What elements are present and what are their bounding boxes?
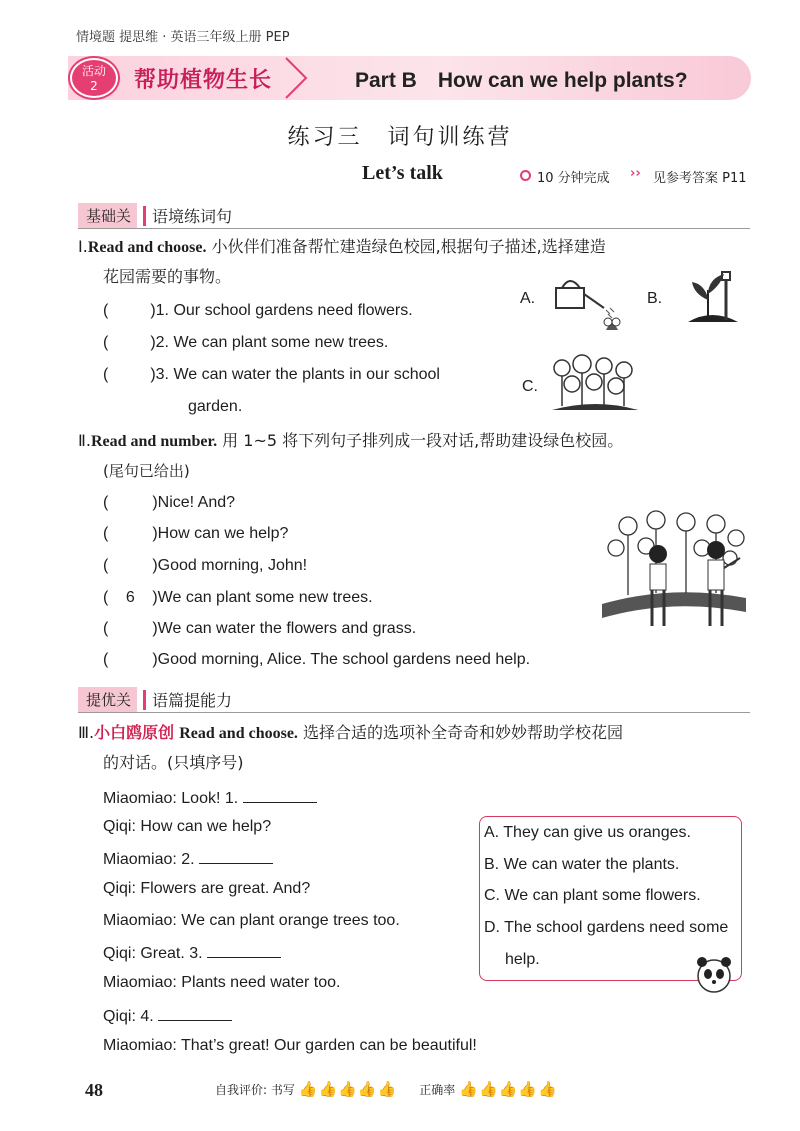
- speaker: Miaomiao:: [103, 790, 177, 807]
- activity-title: 帮助植物生长: [134, 68, 273, 93]
- answer-reference: 见参考答案 P11: [653, 171, 747, 186]
- question-3-heading: [78, 718, 758, 749]
- level-name: 语境练词句: [152, 207, 233, 226]
- children-garden-illustration: [598, 508, 750, 632]
- blank-number: 4.: [140, 1008, 154, 1025]
- level-header-basic: [78, 203, 232, 228]
- dialogue-line: [103, 912, 400, 930]
- answer-blank[interactable]: [243, 788, 317, 803]
- option-label-c: C.: [522, 378, 538, 395]
- dialogue-line: [103, 1037, 477, 1055]
- dialogue-text: We can plant orange trees too.: [181, 912, 400, 929]
- dialogue-text: Look!: [181, 790, 221, 807]
- list-item: ( )1. Our school gardens need flowers.: [103, 302, 413, 319]
- item-text: Our school gardens need flowers.: [173, 302, 413, 319]
- question-title-cn: 小伙伴们准备帮忙建造绿色校园,根据句子描述,选择建造: [211, 237, 606, 256]
- question-title-cn: 选择合适的选项补全奇奇和妙妙帮助学校花园: [303, 723, 624, 742]
- answer-blank[interactable]: [199, 849, 273, 864]
- dialogue-text: Plants need water too.: [181, 974, 341, 991]
- speaker: Qiqi:: [103, 880, 136, 897]
- self-evaluation: [215, 1080, 558, 1098]
- level-tag: 提优关: [78, 687, 137, 712]
- question-numeral: Ⅰ.: [78, 237, 88, 256]
- part-title: Part B How can we help plants?: [355, 69, 688, 92]
- speaker: Qiqi:: [103, 818, 136, 835]
- level-divider: [143, 206, 146, 226]
- activity-badge-label: 活动: [81, 64, 106, 78]
- answer-blank[interactable]: [207, 943, 281, 958]
- panda-mascot-icon: [690, 954, 738, 998]
- level-divider: [143, 690, 146, 710]
- brand-label: 小白鸥原创: [94, 723, 175, 742]
- item-text: We can plant some new trees.: [157, 589, 373, 606]
- writing-rating-thumbs-icon[interactable]: 👍👍👍👍👍: [298, 1080, 398, 1098]
- list-item: ( )Good morning, John!: [103, 557, 308, 574]
- activity-badge-number: 2: [90, 79, 98, 93]
- activity-badge: [70, 58, 118, 98]
- dialogue-line: [103, 788, 317, 808]
- speaker: Miaomiao:: [103, 912, 177, 929]
- speaker: Qiqi:: [103, 1008, 136, 1025]
- speaker: Miaomiao:: [103, 1037, 177, 1054]
- dialogue-line: [103, 818, 271, 836]
- list-item: ( )How can we help?: [103, 525, 289, 542]
- dialogue-text: Great.: [140, 945, 185, 962]
- watering-can-icon: [548, 270, 634, 336]
- blank-number: 3.: [189, 945, 203, 962]
- item-number: 1.: [155, 302, 169, 319]
- list-item: ( )Good morning, Alice. The school gardens need help.: [103, 651, 531, 668]
- item-number: 3.: [155, 366, 169, 383]
- chevron-right-icon: ››: [630, 166, 641, 181]
- list-item: ( )Nice! And?: [103, 494, 236, 511]
- section-subtitle: Let’s talk: [362, 162, 443, 184]
- banner-arrow-icon: [282, 56, 312, 100]
- item-text-cont: garden.: [188, 398, 243, 415]
- dialogue-text: Flowers are great. And?: [140, 880, 311, 897]
- option-a: A. They can give us oranges.: [484, 824, 691, 841]
- self-eval-label: 自我评价: 书写: [215, 1082, 295, 1097]
- flower-bed-icon: [548, 352, 642, 414]
- list-item: ( )3. We can water the plants in our school: [103, 366, 440, 383]
- question-numeral: Ⅲ.: [78, 723, 95, 742]
- dialogue-line: [103, 1006, 232, 1026]
- list-item: ( )2. We can plant some new trees.: [103, 334, 389, 351]
- question-title-en: Read and choose.: [179, 725, 298, 742]
- list-item: ( 6 )We can plant some new trees.: [103, 589, 373, 606]
- dialogue-line: [103, 849, 273, 869]
- item-text: We can plant some new trees.: [173, 334, 389, 351]
- speaker: Miaomiao:: [103, 974, 177, 991]
- list-item: ( )We can water the flowers and grass.: [103, 620, 417, 637]
- item-text: Good morning, John!: [157, 557, 308, 574]
- dialogue-text: How can we help?: [140, 818, 272, 835]
- item-text: We can water the flowers and grass.: [157, 620, 417, 637]
- item-text: How can we help?: [157, 525, 289, 542]
- item-text: Good morning, Alice. The school gardens need help.: [157, 651, 531, 668]
- option-d: D. The school gardens need some: [484, 919, 729, 936]
- section-title: 练习三 词句训练营: [287, 125, 513, 150]
- blank-number: 1.: [224, 790, 239, 807]
- question-1-heading: [78, 232, 758, 263]
- level-header-advanced: [78, 687, 232, 712]
- option-b: B. We can water the plants.: [484, 856, 680, 873]
- question-title-en: Read and number.: [90, 433, 218, 450]
- option-c: C. We can plant some flowers.: [484, 887, 701, 904]
- level-name: 语篇提能力: [152, 691, 233, 710]
- speaker: Miaomiao:: [103, 851, 177, 868]
- page-number: 48: [85, 1080, 103, 1100]
- dialogue-text: That’s great! Our garden can be beautiful!: [180, 1037, 477, 1054]
- seedling-shovel-icon: [682, 266, 744, 332]
- accuracy-rating-thumbs-icon[interactable]: 👍👍👍👍👍: [459, 1080, 558, 1098]
- answer-slot[interactable]: 6: [125, 589, 135, 606]
- option-label-b: B.: [647, 290, 663, 307]
- answer-blank[interactable]: [158, 1006, 232, 1021]
- question-title-cn-cont: 的对话。(只填序号): [103, 753, 244, 772]
- question-title-en: Read and choose.: [87, 239, 207, 256]
- item-text: Nice! And?: [157, 494, 236, 511]
- level-tag: 基础关: [78, 203, 137, 228]
- accuracy-label: 正确率: [419, 1082, 456, 1097]
- question-2-heading: [78, 426, 758, 457]
- option-label-a: A.: [520, 290, 536, 307]
- question-title-cn-cont: 花园需要的事物。: [103, 267, 232, 286]
- item-text: We can water the plants in our school: [173, 366, 440, 383]
- dialogue-line: [103, 943, 281, 963]
- dialogue-line: [103, 880, 310, 898]
- item-number: 2.: [155, 334, 169, 351]
- question-note: (尾句已给出): [103, 462, 190, 480]
- question-numeral: Ⅱ.: [78, 431, 91, 450]
- divider: [78, 712, 750, 713]
- question-title-cn: 用 1~5 将下列句子排列成一段对话,帮助建设绿色校园。: [222, 431, 624, 450]
- speaker: Qiqi:: [103, 945, 136, 962]
- series-title: 情境题 提思维 · 英语三年级上册 PEP: [76, 30, 290, 45]
- time-limit: 10 分钟完成: [537, 171, 610, 186]
- dialogue-line: [103, 974, 340, 992]
- clock-icon: [520, 170, 531, 181]
- blank-number: 2.: [181, 851, 195, 868]
- divider: [78, 228, 750, 229]
- option-d-cont: help.: [505, 951, 540, 968]
